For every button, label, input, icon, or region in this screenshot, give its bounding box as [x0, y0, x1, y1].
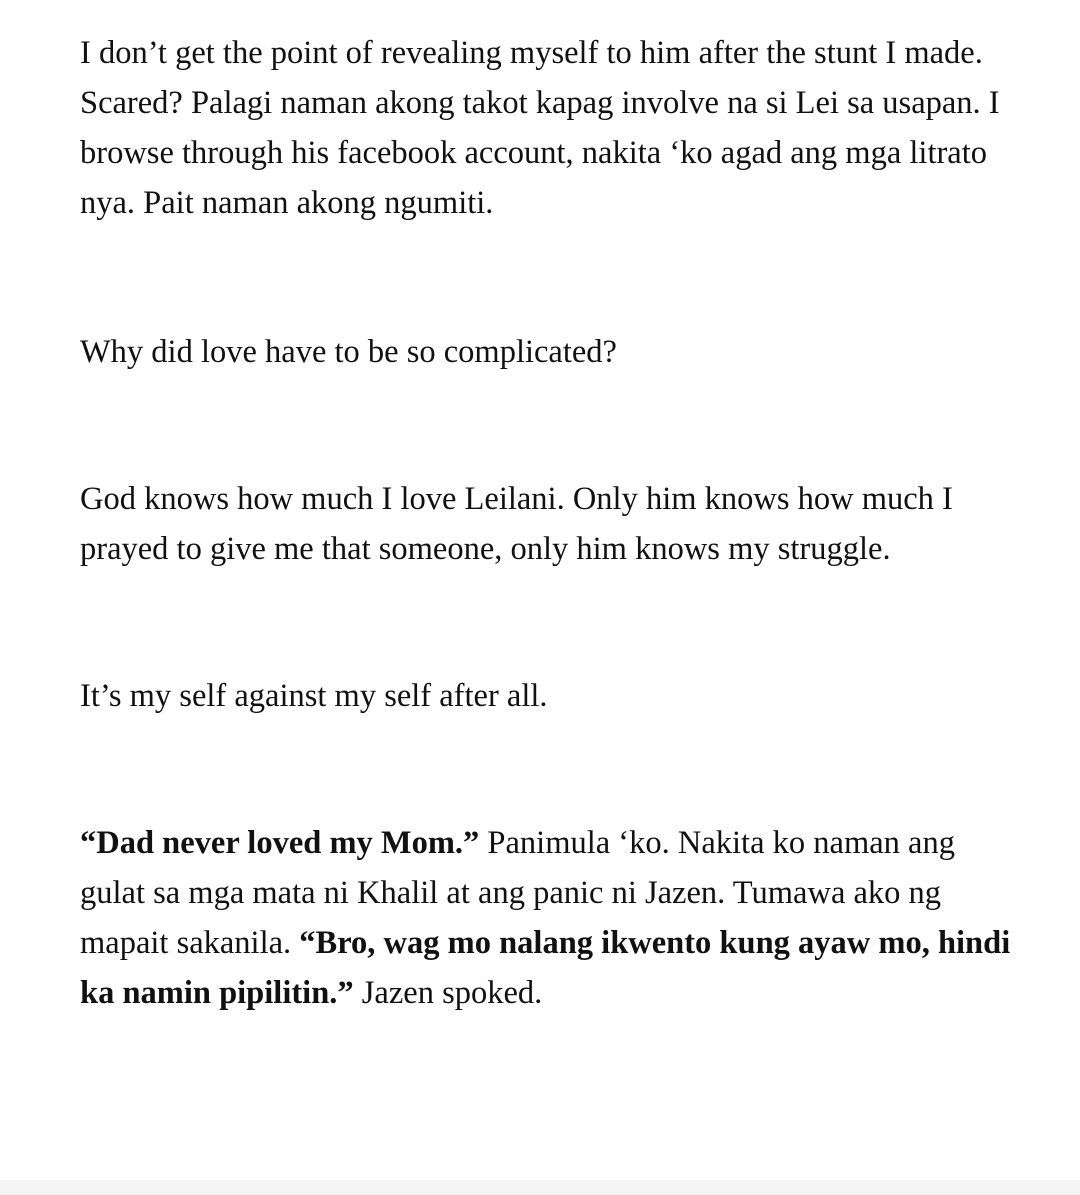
paragraph-1 — [80, 28, 1015, 228]
narration-text-2: Jazen spoked. — [353, 975, 543, 1011]
dialogue-quote-1: “Dad never loved my Mom.” — [80, 825, 480, 861]
paragraph-3 — [80, 474, 1015, 574]
paragraph-5 — [80, 818, 1015, 1018]
paragraph-4-text: It’s my self against my self after all. — [80, 678, 548, 714]
dialogue-quote-2: “Bro, wag mo nalang ikwento kung ayaw mo, hindi ka namin pipilitin.” — [80, 925, 1011, 1011]
narration-text-1: Panimula ‘ko. Nakita ko naman ang gulat sa mga mata ni Khalil at ang panic ni Jazen. Tumawa ako ng mapait sakanila. — [80, 825, 955, 961]
paragraph-2 — [80, 327, 1015, 377]
page-bottom-edge — [0, 1180, 1080, 1195]
paragraph-4 — [80, 671, 1015, 721]
paragraph-1-text: I don’t get the point of revealing myself to him after the stunt I made. Scared? Palagi naman akong takot kapag involve na si Lei sa usapan. I browse through his facebook account, nakita ‘ko agad ang mga litrato nya. Pait naman akong ngumiti. — [80, 35, 1000, 221]
document-body — [80, 28, 1015, 1018]
paragraph-2-text: Why did love have to be so complicated? — [80, 334, 617, 370]
paragraph-3-text: God knows how much I love Leilani. Only him knows how much I prayed to give me that someone, only him knows my struggle. — [80, 481, 953, 567]
